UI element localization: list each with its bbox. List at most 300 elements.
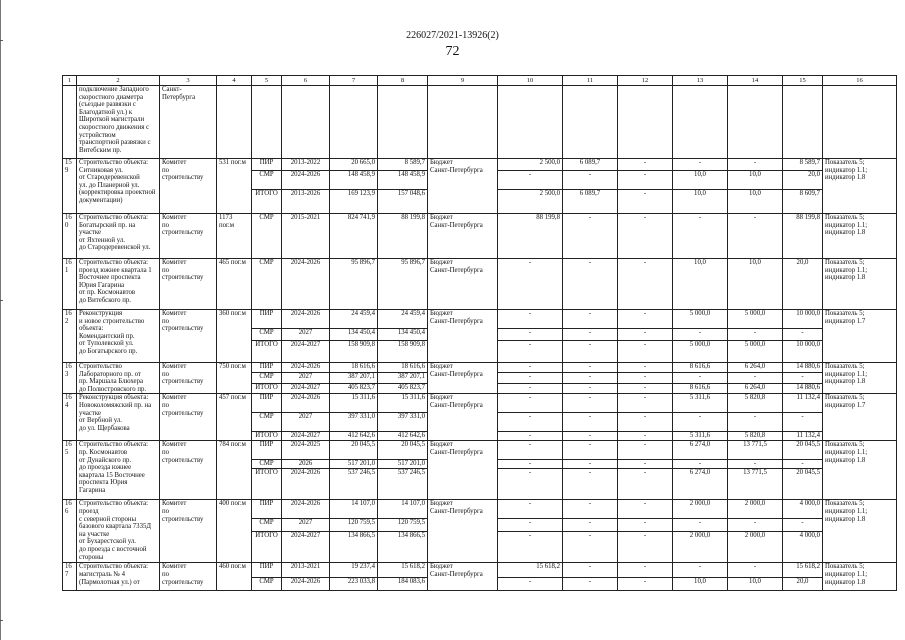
year-value: - (618, 441, 673, 460)
length-value: 457 пог.м (217, 394, 252, 441)
remaining-cost: 15 618,2 (378, 563, 428, 578)
year-value: 11 132,4 (783, 432, 823, 441)
total-cost: 20 045,5 (330, 441, 378, 460)
year-value: 2 500,0 (498, 190, 563, 214)
project-description: подключение Западного скоростного диаметра (съездые развязки с Благодатной ул.) к Широткой магистрали скоростного движения с устройством транспортной развязки с Витебским пр. (77, 86, 160, 159)
year-value: - (563, 578, 618, 591)
year-value: - (618, 532, 673, 563)
period: 2024-2027 (282, 383, 330, 393)
funding-source: Бюджет Санкт-Петербурга (428, 214, 498, 259)
remaining-cost: 20 045,5 (378, 441, 428, 460)
column-header: 10 (498, 76, 563, 86)
year-value: - (783, 373, 823, 383)
year-value: - (498, 310, 563, 329)
project-description: Строительство объекта: Ситниковая ул. от Стародеревенской ул. до Планерной ул. (корректировка проектной документации) (77, 159, 160, 214)
work-type: ПИР (252, 310, 282, 329)
row-number: 164 (63, 394, 77, 441)
year-value: - (618, 413, 673, 432)
year-value: 6 264,0 (728, 383, 783, 393)
row-number: 161 (63, 259, 77, 310)
total-cost: 397 331,0 (330, 413, 378, 432)
year-value: 15 618,2 (498, 563, 563, 578)
remaining-cost: 15 311,6 (378, 394, 428, 413)
year-value: - (618, 469, 673, 500)
year-value: 6 264,0 (728, 363, 783, 373)
funding-source: Бюджет Санкт-Петербурга (428, 363, 498, 394)
year-value: 10,0 (673, 171, 728, 190)
year-value: 88 199,8 (783, 214, 823, 259)
year-value: - (728, 329, 783, 341)
work-type: ИТОГО (252, 432, 282, 441)
year-value: - (563, 532, 618, 563)
work-type: ПИР (252, 159, 282, 171)
length-value: 531 пог.м (217, 159, 252, 214)
year-value: 5 000,0 (728, 310, 783, 329)
year-value: - (618, 363, 673, 373)
period: 2013-2022 (282, 159, 330, 171)
column-header: 3 (160, 76, 217, 86)
work-type: ПИР (252, 363, 282, 373)
responsible-org: Санкт- Петербурга (160, 86, 217, 159)
year-value: - (563, 373, 618, 383)
indicator: Показатель 5; индикатор 1.1; индикатор 1.8 (823, 214, 897, 259)
total-cost: 223 033,8 (330, 578, 378, 591)
project-description: Строительство объекта: магистраль № 4 (Пармолотная ул.) от (77, 563, 160, 591)
funding-source: Бюджет Санкт-Петербурга (428, 259, 498, 310)
row-number: 160 (63, 214, 77, 259)
year-value: - (618, 563, 673, 578)
total-cost: 517 201,0 (330, 460, 378, 469)
year-value: - (783, 329, 823, 341)
year-value: - (498, 519, 563, 532)
column-header: 15 (783, 76, 823, 86)
year-value: - (673, 373, 728, 383)
table-row (63, 214, 897, 259)
year-value: - (498, 373, 563, 383)
year-value: - (783, 460, 823, 469)
year-value: - (498, 432, 563, 441)
year-value: 5 311,6 (673, 394, 728, 413)
year-value: 6 274,0 (673, 469, 728, 500)
year-value: 88 199,8 (498, 214, 563, 259)
year-value: - (498, 394, 563, 413)
year-value: - (618, 159, 673, 171)
responsible-org: Комитет по строительству (160, 214, 217, 259)
remaining-cost: 517 201,0 (378, 460, 428, 469)
period: 2027 (282, 519, 330, 532)
year-value: 2 500,0 (498, 159, 563, 171)
page-edge-tick (0, 620, 3, 621)
year-value: - (728, 159, 783, 171)
year-value: 11 132,4 (783, 394, 823, 413)
year-value: - (618, 460, 673, 469)
year-value: 5 820,8 (728, 394, 783, 413)
table-row (63, 563, 897, 578)
responsible-org: Комитет по строительству (160, 500, 217, 563)
year-value: - (673, 159, 728, 171)
total-cost: 19 237,4 (330, 563, 378, 578)
year-value: - (563, 394, 618, 413)
year-value: - (728, 373, 783, 383)
year-value: 8 616,6 (673, 363, 728, 373)
year-value: - (563, 469, 618, 500)
year-value: - (618, 214, 673, 259)
year-value: - (728, 413, 783, 432)
year-value: - (498, 441, 563, 460)
remaining-cost: 412 642,6 (378, 432, 428, 441)
remaining-cost: 134 866,5 (378, 532, 428, 563)
year-value: 13 771,5 (728, 469, 783, 500)
year-value: 14 880,6 (783, 383, 823, 393)
row-number: 167 (63, 563, 77, 591)
length-value: 784 пог.м (217, 441, 252, 500)
responsible-org: Комитет по строительству (160, 563, 217, 591)
total-cost: 387 207,1 (330, 373, 378, 383)
indicator: Показатель 5; индикатор 1.1; индикатор 1.8 (823, 259, 897, 310)
year-value: - (563, 171, 618, 190)
remaining-cost: 157 048,6 (378, 190, 428, 214)
remaining-cost: 158 909,8 (378, 341, 428, 363)
year-value: - (618, 373, 673, 383)
year-value: - (563, 214, 618, 259)
year-value: 20,0 (783, 578, 823, 591)
year-value: 6 089,7 (563, 159, 618, 171)
total-cost: 120 759,5 (330, 519, 378, 532)
funding-source: Бюджет Санкт-Петербурга (428, 394, 498, 441)
remaining-cost: 405 823,7 (378, 383, 428, 393)
period: 2024-2026 (282, 500, 330, 519)
funding-source: Бюджет Санкт-Петербурга (428, 563, 498, 591)
table-row (63, 500, 897, 519)
year-value: - (618, 578, 673, 591)
work-type: ИТОГО (252, 532, 282, 563)
page-edge-line (0, 0, 1, 640)
year-value: 10,0 (728, 578, 783, 591)
year-value: - (618, 310, 673, 329)
period: 2024-2027 (282, 341, 330, 363)
period: 2013-2026 (282, 190, 330, 214)
total-cost: 134 450,4 (330, 329, 378, 341)
work-type: СМР (252, 519, 282, 532)
total-cost: 24 459,4 (330, 310, 378, 329)
year-value: - (673, 460, 728, 469)
year-value: - (783, 519, 823, 532)
total-cost: 158 909,8 (330, 341, 378, 363)
year-value: - (498, 341, 563, 363)
table-row (63, 310, 897, 329)
period: 2024-2027 (282, 432, 330, 441)
year-value: - (673, 214, 728, 259)
total-cost: 14 107,0 (330, 500, 378, 519)
year-value: 5 311,6 (673, 432, 728, 441)
year-value: - (563, 329, 618, 341)
year-value: - (563, 500, 618, 519)
year-value: 2 000,0 (728, 532, 783, 563)
year-value: 20 045,5 (783, 441, 823, 460)
year-value: 5 000,0 (673, 341, 728, 363)
year-value: - (618, 171, 673, 190)
total-cost: 148 458,9 (330, 171, 378, 190)
work-type: СМР (252, 578, 282, 591)
year-value: - (618, 383, 673, 393)
row-number: 165 (63, 441, 77, 500)
period: 2026 (282, 460, 330, 469)
total-cost: 412 642,6 (330, 432, 378, 441)
column-header: 11 (563, 76, 618, 86)
period: 2024-2026 (282, 469, 330, 500)
year-value: 10,0 (673, 578, 728, 591)
year-value: - (618, 394, 673, 413)
year-value: - (673, 329, 728, 341)
column-header: 14 (728, 76, 783, 86)
table-row (63, 363, 897, 373)
responsible-org: Комитет по строительству (160, 310, 217, 363)
year-value: - (498, 259, 563, 310)
year-value: - (563, 432, 618, 441)
column-header: 7 (330, 76, 378, 86)
year-value: - (498, 469, 563, 500)
remaining-cost: 88 199,8 (378, 214, 428, 259)
work-type: СМР (252, 373, 282, 383)
funding-source: Бюджет Санкт-Петербурга (428, 159, 498, 214)
funding-source: Бюджет Санкт-Петербурга (428, 500, 498, 563)
responsible-org: Комитет по строительству (160, 441, 217, 500)
indicator: Показатель 5; индикатор 1.7 (823, 394, 897, 441)
year-value: 10,0 (673, 259, 728, 310)
year-value: 20,0 (783, 259, 823, 310)
period: 2024-2026 (282, 171, 330, 190)
remaining-cost: 134 450,4 (378, 329, 428, 341)
period: 2027 (282, 413, 330, 432)
remaining-cost: 18 616,6 (378, 363, 428, 373)
total-cost: 95 896,7 (330, 259, 378, 310)
remaining-cost: 24 459,4 (378, 310, 428, 329)
remaining-cost: 148 458,9 (378, 171, 428, 190)
funding-source: Бюджет Санкт-Петербурга (428, 310, 498, 363)
year-value: - (563, 413, 618, 432)
table-row (63, 159, 897, 171)
year-value: 2 000,0 (728, 500, 783, 519)
total-cost: 537 246,5 (330, 469, 378, 500)
column-header: 16 (823, 76, 897, 86)
period: 2027 (282, 373, 330, 383)
column-header: 8 (378, 76, 428, 86)
year-value: - (563, 519, 618, 532)
year-value: - (618, 341, 673, 363)
year-value: 5 820,8 (728, 432, 783, 441)
project-description: Строительство Лабораторного пр. от пр. Маршала Блюхера до Полюстровского пр. (77, 363, 160, 394)
project-description: Реконструкция и новое строительство объекта: Комендантский пр. от Туполевской ул. до Богатырского пр. (77, 310, 160, 363)
year-value: - (498, 460, 563, 469)
work-type: ИТОГО (252, 383, 282, 393)
period: 2024-2026 (282, 310, 330, 329)
length-value: 460 пог.м (217, 563, 252, 591)
column-number-row (63, 76, 897, 86)
column-header: 6 (282, 76, 330, 86)
year-value: 2 000,0 (673, 500, 728, 519)
remaining-cost: 184 083,6 (378, 578, 428, 591)
year-value: 5 000,0 (728, 341, 783, 363)
year-value: - (498, 329, 563, 341)
total-cost: 824 741,9 (330, 214, 378, 259)
project-description: Строительство объекта: Богатырский пр. на участке от Яхтенной ул. до Стародеревенской ул. (77, 214, 160, 259)
year-value: 2 000,0 (673, 532, 728, 563)
remaining-cost: 14 107,0 (378, 500, 428, 519)
year-value: 20 045,5 (783, 469, 823, 500)
length-value: 1173 пог.м (217, 214, 252, 259)
year-value: 13 771,5 (728, 441, 783, 460)
year-value: - (728, 519, 783, 532)
project-description: Строительство объекта: пр. Космонавтов от Дунайского пр. до проезда южнее квартала 15 Восточнее проспекта Юрия Гагарина (77, 441, 160, 500)
length-value: 400 пог.м (217, 500, 252, 563)
total-cost: 15 311,6 (330, 394, 378, 413)
total-cost: 134 866,5 (330, 532, 378, 563)
year-value: - (618, 500, 673, 519)
work-type: ИТОГО (252, 469, 282, 500)
year-value: 5 000,0 (673, 310, 728, 329)
remaining-cost: 120 759,5 (378, 519, 428, 532)
responsible-org: Комитет по строительству (160, 159, 217, 214)
funding-source: Бюджет Санкт-Петербурга (428, 441, 498, 500)
table-row (63, 441, 897, 460)
column-header: 9 (428, 76, 498, 86)
year-value: - (783, 413, 823, 432)
year-value: - (563, 259, 618, 310)
work-type: ПИР (252, 563, 282, 578)
year-value: - (498, 171, 563, 190)
row-number: 163 (63, 363, 77, 394)
column-header: 13 (673, 76, 728, 86)
remaining-cost: 8 589,7 (378, 159, 428, 171)
year-value: - (563, 460, 618, 469)
period: 2024-2025 (282, 441, 330, 460)
year-value: - (563, 341, 618, 363)
year-value: 10 000,0 (783, 310, 823, 329)
length-value: 750 пог.м (217, 363, 252, 394)
total-cost: 20 665,0 (330, 159, 378, 171)
year-value: 10 000,0 (783, 341, 823, 363)
total-cost: 18 616,6 (330, 363, 378, 373)
work-type: СМР (252, 171, 282, 190)
length-value: 360 пог.м (217, 310, 252, 363)
work-type: ПИР (252, 500, 282, 519)
year-value: 14 880,6 (783, 363, 823, 373)
row-number: 159 (63, 159, 77, 214)
page-number: 72 (445, 44, 460, 59)
column-header: 2 (77, 76, 160, 86)
program-table (62, 75, 896, 591)
work-type: СМР (252, 413, 282, 432)
work-type: СМР (252, 329, 282, 341)
row-number: 166 (63, 500, 77, 563)
year-value: - (728, 563, 783, 578)
period: 2024-2027 (282, 532, 330, 563)
row-number: 162 (63, 310, 77, 363)
period: 2024-2026 (282, 578, 330, 591)
year-value: - (618, 519, 673, 532)
document-id: 226027/2021-13926(2) (406, 30, 499, 41)
year-value: 10,0 (673, 190, 728, 214)
year-value: 20,0 (783, 171, 823, 190)
year-value: - (563, 563, 618, 578)
year-value: - (498, 578, 563, 591)
column-header: 4 (217, 76, 252, 86)
responsible-org: Комитет по строительству (160, 259, 217, 310)
year-value: - (618, 190, 673, 214)
work-type: ПИР (252, 394, 282, 413)
year-value: - (498, 532, 563, 563)
project-description: Строительство объекта: проезд южнее квартала 1 Восточнее проспекта Юрия Гагарина от пр. Космонавтов до Витебского пр. (77, 259, 160, 310)
work-type: ПИР (252, 441, 282, 460)
work-type: СМР (252, 259, 282, 310)
year-value: - (498, 383, 563, 393)
remaining-cost: 397 331,0 (378, 413, 428, 432)
year-value: - (563, 310, 618, 329)
column-header: 1 (63, 76, 77, 86)
year-value: - (618, 329, 673, 341)
period: 2013-2021 (282, 563, 330, 578)
work-type: ИТОГО (252, 190, 282, 214)
year-value: 8 616,6 (673, 383, 728, 393)
year-value: - (673, 519, 728, 532)
year-value: 4 000,0 (783, 500, 823, 519)
column-header: 12 (618, 76, 673, 86)
indicator: Показатель 5; индикатор 1.7 (823, 310, 897, 363)
year-value: - (498, 363, 563, 373)
year-value: - (728, 214, 783, 259)
table-row-continuation (63, 86, 897, 159)
work-type: СМР (252, 460, 282, 469)
page-edge-tick (0, 300, 3, 301)
project-description: Строительство объекта: проезд с северной стороны базового квартала 7335Д на участке от Бухарестской ул. до проезда с восточной стороны (77, 500, 160, 563)
year-value: - (563, 363, 618, 373)
year-value: 15 618,2 (783, 563, 823, 578)
length-value: 465 пог.м (217, 259, 252, 310)
year-value: - (673, 413, 728, 432)
table-row (63, 259, 897, 310)
period: 2024-2026 (282, 394, 330, 413)
total-cost: 405 823,7 (330, 383, 378, 393)
indicator: Показатель 5; индикатор 1.1; индикатор 1.8 (823, 563, 897, 591)
period: 2015-2021 (282, 214, 330, 259)
work-type: ИТОГО (252, 341, 282, 363)
year-value: - (618, 259, 673, 310)
indicator: Показатель 5; индикатор 1.1; индикатор 1.8 (823, 159, 897, 214)
indicator: Показатель 5; индикатор 1.1; индикатор 1.8 (823, 441, 897, 500)
year-value: - (498, 413, 563, 432)
year-value: 6 089,7 (563, 190, 618, 214)
year-value: - (563, 441, 618, 460)
period: 2027 (282, 329, 330, 341)
remaining-cost: 387 207,1 (378, 373, 428, 383)
indicator: Показатель 5; индикатор 1.1; индикатор 1.8 (823, 500, 897, 563)
total-cost: 169 123,9 (330, 190, 378, 214)
year-value: - (728, 460, 783, 469)
table-row (63, 394, 897, 413)
year-value: - (563, 383, 618, 393)
year-value: 4 000,0 (783, 532, 823, 563)
year-value: 10,0 (728, 190, 783, 214)
year-value: 10,0 (728, 171, 783, 190)
indicator: Показатель 5; индикатор 1.1; индикатор 1.8 (823, 363, 897, 394)
period: 2024-2026 (282, 259, 330, 310)
year-value: - (673, 563, 728, 578)
column-header: 5 (252, 76, 282, 86)
project-description: Реконструкция объекта: Новоколомяжский пр. на участке от Вербной ул. до ул. Щербакова (77, 394, 160, 441)
year-value: - (498, 500, 563, 519)
work-type: СМР (252, 214, 282, 259)
remaining-cost: 537 246,5 (378, 469, 428, 500)
